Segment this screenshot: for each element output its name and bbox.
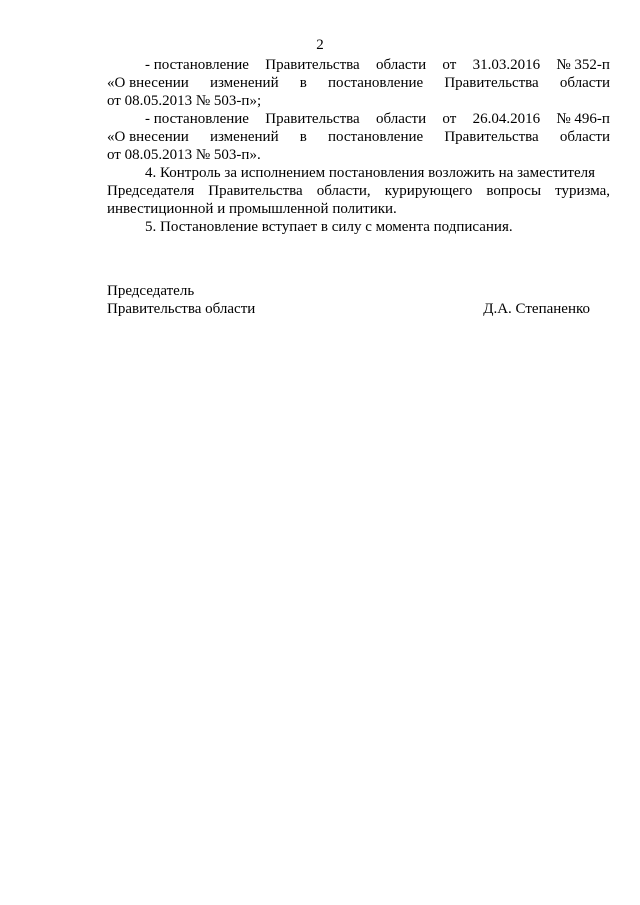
signature-row xyxy=(107,300,590,318)
word: изменений xyxy=(209,75,279,91)
word: туризма, xyxy=(555,183,610,199)
word: - постановление xyxy=(145,57,249,73)
word: постановление xyxy=(327,129,424,145)
word: Правительства xyxy=(265,111,360,127)
paragraph-line xyxy=(107,182,610,200)
list-item-line: от 08.05.2013 № 503-п»; xyxy=(107,93,262,109)
word: № 496-п xyxy=(556,111,610,127)
paragraph-point-5 xyxy=(107,218,610,236)
word: 26.04.2016 xyxy=(472,111,541,127)
word: вопросы xyxy=(486,183,542,199)
signature-block xyxy=(107,282,590,318)
word: изменений xyxy=(209,129,279,145)
page-number: 2 xyxy=(316,37,324,53)
signatory-title-line-1: Председатель xyxy=(107,283,195,299)
word: в xyxy=(299,129,307,145)
word: № 352-п xyxy=(556,57,610,73)
word: Правительства xyxy=(208,183,303,199)
word: от xyxy=(442,111,457,127)
document-body xyxy=(107,56,610,236)
word: области xyxy=(559,129,610,145)
word: постановление xyxy=(327,75,424,91)
word: Правительства xyxy=(265,57,360,73)
signatory-name: Д.А. Степаненко xyxy=(483,301,590,317)
paragraph-line: 5. Постановление вступает в силу с момента подписания. xyxy=(145,219,513,235)
word: Правительства xyxy=(444,75,539,91)
paragraph-line: инвестиционной и промышленной политики. xyxy=(107,201,397,217)
word: в xyxy=(299,75,307,91)
word: от xyxy=(442,57,457,73)
word: области xyxy=(375,111,427,127)
paragraph-point-4 xyxy=(107,164,610,218)
word: области, xyxy=(316,183,371,199)
paragraph-line: 4. Контроль за исполнением постановления возложить на заместителя xyxy=(145,165,596,181)
list-item-line xyxy=(107,110,610,128)
word: курирующего xyxy=(384,183,473,199)
word: «О внесении xyxy=(107,129,189,145)
word: - постановление xyxy=(145,111,249,127)
word: области xyxy=(375,57,427,73)
signatory-title-line-2: Правительства области xyxy=(107,301,256,317)
word: Председателя xyxy=(107,183,195,199)
list-item-resolution-496 xyxy=(107,110,610,164)
word: Правительства xyxy=(444,129,539,145)
list-item-line xyxy=(107,56,610,74)
word: «О внесении xyxy=(107,75,189,91)
list-item-line: от 08.05.2013 № 503-п». xyxy=(107,147,261,163)
list-item-resolution-352 xyxy=(107,56,610,110)
list-item-line xyxy=(107,128,610,146)
word: области xyxy=(559,75,610,91)
word: 31.03.2016 xyxy=(472,57,541,73)
list-item-line xyxy=(107,74,610,92)
